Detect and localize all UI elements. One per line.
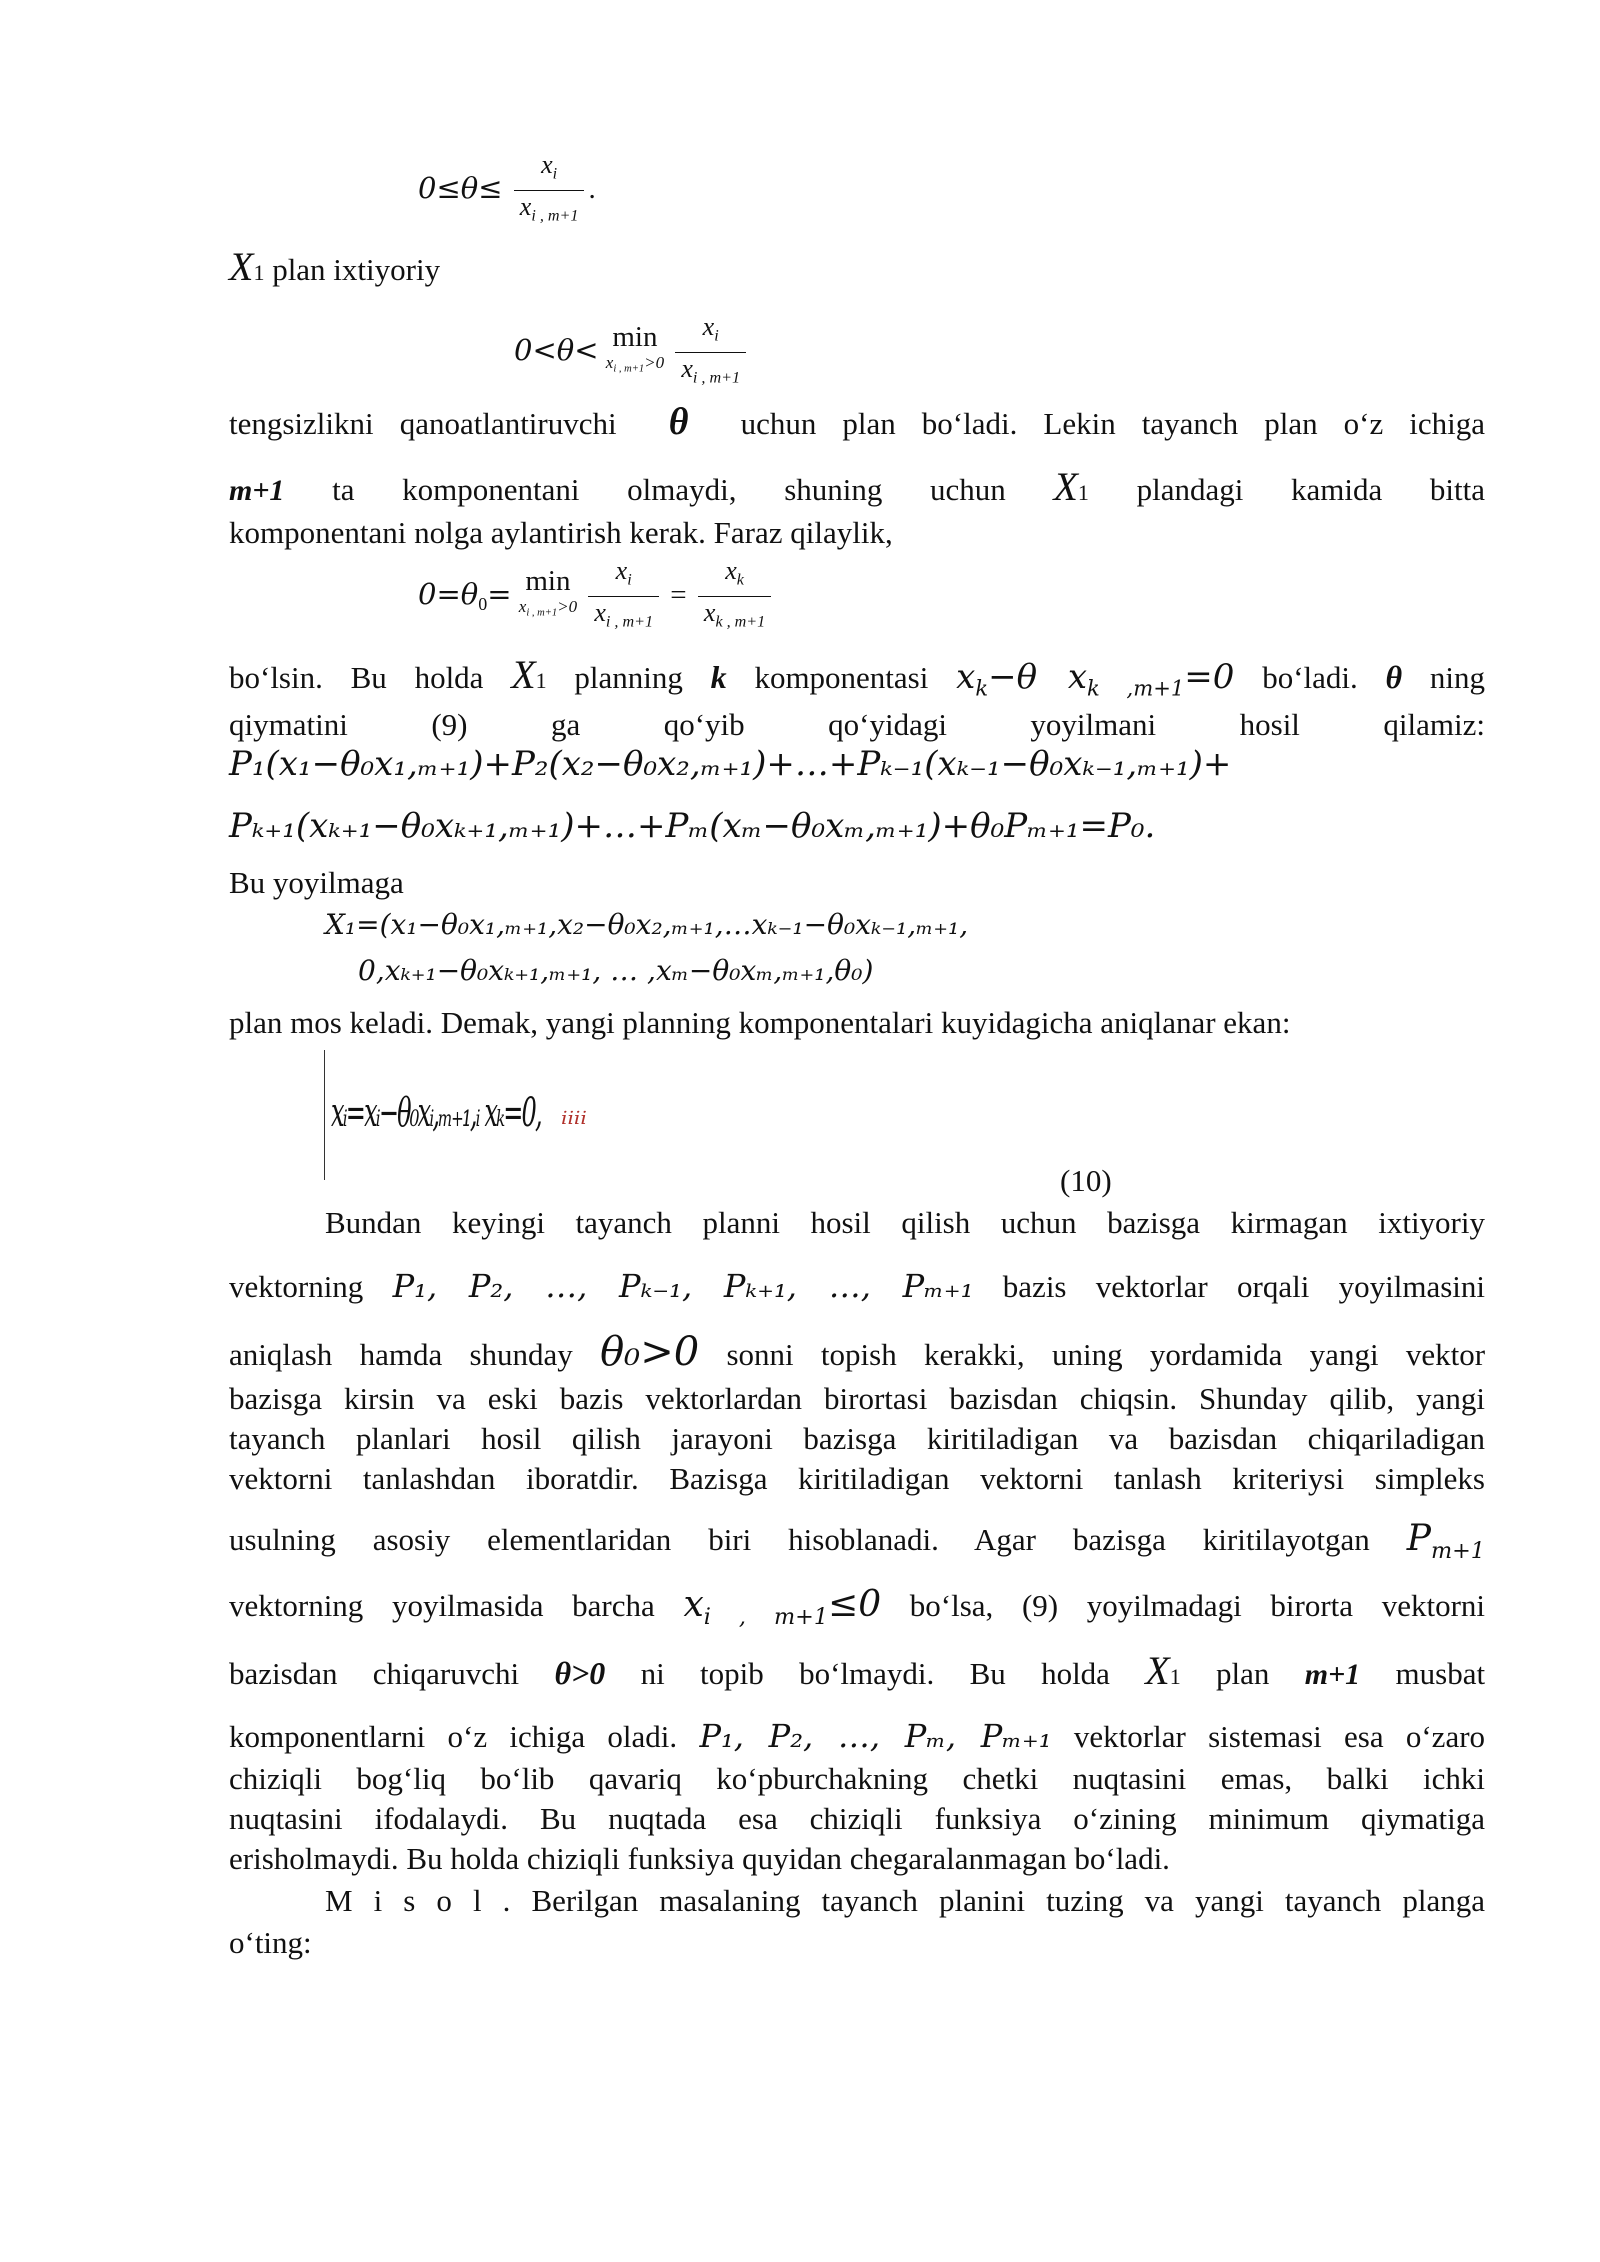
line-bu-yoyilmaga: Bu yoyilmaga (229, 865, 404, 900)
para2-line-9: bazisdan chiqaruvchi θ>0 ni topib bo‘lmaydi. Bu holda X1 plan m+1 musbat (229, 1648, 1486, 1693)
fraction-xi-over-xim1: $\frac{x_i}{x_{i , m+1}}$ (514, 150, 585, 232)
x1-symbol: X (229, 244, 254, 289)
para2-line-1: Bundan keyingi tayanch planni hosil qilish uchun bazisga kirmagan ixtiyoriy (325, 1205, 1485, 1240)
equation-number-10: (10) (1060, 1163, 1112, 1198)
para2-line-8: vektorning yoyilmasida barcha $x_{i , m+1}\le 0$ bo‘lsa, (9) yoyilmadagi birorta vektorni (229, 1584, 1486, 1630)
vector-list: P₁, P₂, …, Pₖ₋₁, Pₖ₊₁, …, Pₘ₊₁ (392, 1267, 974, 1305)
expansion-line-1: P₁(x₁−θ₀x₁,ₘ₊₁)+P₂(x₂−θ₀x₂,ₘ₊₁)+…+Pₖ₋₁(xₖ₋₁−θ₀xₖ₋₁,ₘ₊₁)+ (229, 744, 1232, 784)
misol-line-1: M i s o l . Berilgan masalaning tayanch planini tuzing va yangi tayanch planga (325, 1883, 1485, 1918)
line-m-plus-1: m+1 ta komponentani olmaydi, shuning uchun X1 plandagi kamida bitta (229, 464, 1486, 509)
line-plan-mos: plan mos keladi. Demak, yangi planning komponentalari kuyidagicha aniqlanar ekan: (229, 1005, 1291, 1040)
para2-line-4: bazisga kirsin va eski bazis vektorlardan birortasi bazisdan chiqsin. Shunday qilib, yangi (229, 1381, 1485, 1416)
expansion-line-2: Pₖ₊₁(xₖ₊₁−θ₀xₖ₊₁,ₘ₊₁)+…+Pₘ(xₘ−θ₀xₘ,ₘ₊₁)+θ₀Pₘ₊₁=P₀. (229, 806, 1156, 846)
eq-theta-range-lhs: 0≤θ≤ (418, 170, 503, 205)
equation-theta-range: 0≤θ≤ $\frac{x_i}{x_{i , m+1}}$ . (418, 150, 596, 232)
equation-theta-strict: 0<θ< min $x_{i , m+1}>0$ $\frac{x_i}{x_{i , m+1}}$ (514, 312, 750, 394)
para2-line-13: erisholmaydi. Bu holda chiziqli funksiya quyidan chegaralanmagan bo‘ladi. (229, 1841, 1170, 1876)
para2-line-3: aniqlash hamda shunday θ₀>0 sonni topish kerakki, uning yordamida yangi vektor (229, 1329, 1486, 1375)
line-komponentani: komponentani nolga aylantirish kerak. Faraz qilaylik, (229, 515, 893, 550)
formula-10-body: xᵢ=xᵢ−θ₀xᵢ,ₘ₊₁,ᵢ xₖ=0, (331, 1090, 541, 1136)
para2-line-10: komponentlarni o‘z ichiga oladi. P₁, P₂, …, Pₘ, Pₘ₊₁ vektorlar sistemasi esa o‘zaro (229, 1717, 1486, 1755)
misol-line-2: o‘ting: (229, 1925, 312, 1960)
equation-theta0: $0=\theta_0=$ min $x_{i , m+1}>0$ $\frac{x_i}{x_{i , m+1}}$ = $\frac{x_k}{x_{k , m+1}}$ (418, 556, 775, 638)
formula-10-tail: ᵢᵢᵢᵢ (561, 1094, 587, 1132)
para2-line-6: vektorni tanlashdan iboratdir. Bazisga kiritiladigan vektorni tanlash kriteriysi simpleks (229, 1461, 1485, 1496)
line-bolsin: bo‘lsin. Bu holda X1 planning k komponentasi $x_k-\theta$ $x_{k ,m+1}=0$ bo‘ladi. θ ning (229, 652, 1486, 701)
misol-label: M i s o l . (325, 1883, 511, 1918)
plan-ixtiyoriy-text: plan ixtiyoriy (272, 252, 441, 287)
x1-vector-line-1: X₁=(x₁−θ₀x₁,ₘ₊₁,x₂−θ₀x₂,ₘ₊₁,…xₖ₋₁−θ₀xₖ₋₁,ₘ₊₁, (325, 908, 969, 941)
para2-line-5: tayanch planlari hosil qilish jarayoni bazisga kiritiladigan va bazisdan chiqariladigan (229, 1421, 1485, 1456)
min-operator: min $x_{i , m+1}>0$ (605, 320, 665, 375)
para2-line-12: nuqtasini ifodalaydi. Bu nuqtada esa chiziqli funksiya o‘zining minimum qiymatiga (229, 1801, 1485, 1836)
formula-10 (324, 1050, 681, 1180)
line-qiymatini: qiymatini (9) ga qo‘yib qo‘yidagi yoyilmani hosil qilamiz: (229, 707, 1485, 742)
para2-line-7: usulning asosiy elementlaridan biri hisoblanadi. Agar bazisga kiritilayotgan $P_{m+1}$ (229, 1518, 1486, 1564)
theta-symbol: θ (668, 401, 689, 443)
x1-vector-line-2: 0,xₖ₊₁−θ₀xₖ₊₁,ₘ₊₁, … ,xₘ−θ₀xₘ,ₘ₊₁,θ₀) (358, 954, 874, 987)
para2-line-11: chiziqli bog‘liq bo‘lib qavariq ko‘pburchakning chetki nuqtasini emas, balki ichki (229, 1761, 1485, 1796)
line-x1-plan: X1 plan ixtiyoriy (229, 244, 441, 289)
para2-line-2: vektorning P₁, P₂, …, Pₖ₋₁, Pₖ₊₁, …, Pₘ₊₁ bazis vektorlar orqali yoyilmasini (229, 1267, 1486, 1305)
line-tengsizlikni: tengsizlikni qanoatlantiruvchi θ uchun plan bo‘ladi. Lekin tayanch plan o‘z ichiga (229, 401, 1486, 443)
